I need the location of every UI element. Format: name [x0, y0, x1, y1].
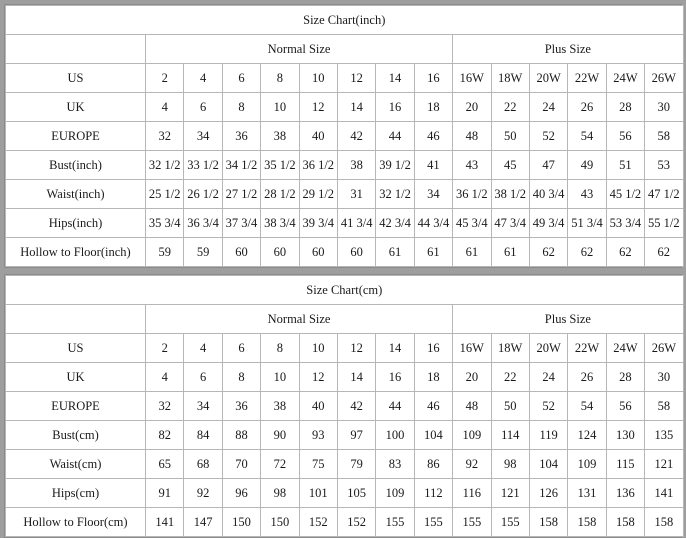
cell: 50	[491, 392, 529, 421]
cell: 39 1/2	[376, 151, 414, 180]
cell: 40 3/4	[529, 180, 567, 209]
cell: 61	[376, 238, 414, 267]
cell: 34	[184, 122, 222, 151]
cell: 114	[491, 421, 529, 450]
cell: 22W	[568, 334, 606, 363]
cell: 88	[222, 421, 260, 450]
cell: 45 1/2	[606, 180, 644, 209]
cell: 36 1/2	[299, 151, 337, 180]
cell: 155	[491, 508, 529, 537]
cell: 32 1/2	[146, 151, 184, 180]
inch-chart-title: Size Chart(inch)	[6, 6, 684, 35]
cell: 56	[606, 122, 644, 151]
cell: 12	[299, 93, 337, 122]
cell: 96	[222, 479, 260, 508]
cell: 59	[184, 238, 222, 267]
cell: 30	[645, 93, 683, 122]
group-header-row	[6, 305, 684, 334]
cell: 18W	[491, 334, 529, 363]
cell: 8	[261, 334, 299, 363]
cell: 93	[299, 421, 337, 450]
inch-size-table	[5, 5, 684, 267]
cell: 55 1/2	[645, 209, 683, 238]
table-title-row	[6, 276, 684, 305]
cell: 10	[299, 334, 337, 363]
cell: 52	[529, 122, 567, 151]
cell: 65	[146, 450, 184, 479]
cell: 35 3/4	[146, 209, 184, 238]
cell: 16W	[453, 64, 491, 93]
cell: 46	[414, 122, 452, 151]
cell: 48	[453, 392, 491, 421]
cell: 25 1/2	[146, 180, 184, 209]
cell: 43	[453, 151, 491, 180]
cell: 12	[337, 334, 375, 363]
cell: 155	[414, 508, 452, 537]
cell: 60	[299, 238, 337, 267]
table-row	[6, 450, 684, 479]
cell: 10	[261, 93, 299, 122]
cell: 62	[645, 238, 683, 267]
cell: 18	[414, 93, 452, 122]
row-label: UK	[6, 93, 146, 122]
cell: 61	[491, 238, 529, 267]
cell: 33 1/2	[184, 151, 222, 180]
cell: 32	[146, 392, 184, 421]
cell: 79	[337, 450, 375, 479]
cell: 58	[645, 122, 683, 151]
cell: 54	[568, 122, 606, 151]
cell: 44	[376, 122, 414, 151]
group-header-normal: Normal Size	[146, 35, 453, 64]
cell: 18W	[491, 64, 529, 93]
cell: 61	[414, 238, 452, 267]
cell: 60	[261, 238, 299, 267]
cell: 41	[414, 151, 452, 180]
cell: 97	[337, 421, 375, 450]
cell: 104	[414, 421, 452, 450]
cell: 6	[222, 64, 260, 93]
row-label: Hips(cm)	[6, 479, 146, 508]
cell: 126	[529, 479, 567, 508]
cell: 38	[337, 151, 375, 180]
cell: 4	[146, 363, 184, 392]
cell: 60	[222, 238, 260, 267]
cell: 26W	[645, 64, 683, 93]
cell: 22	[491, 93, 529, 122]
cell: 26W	[645, 334, 684, 363]
cell: 6	[184, 93, 222, 122]
cell: 90	[261, 421, 299, 450]
cell: 38	[261, 392, 299, 421]
table-row	[6, 122, 684, 151]
group-header-plus: Plus Size	[453, 35, 683, 64]
cell: 14	[376, 64, 414, 93]
cell: 42 3/4	[376, 209, 414, 238]
cell: 16	[414, 64, 452, 93]
cell: 56	[606, 392, 644, 421]
row-label: Bust(inch)	[6, 151, 146, 180]
cell: 86	[414, 450, 452, 479]
cell: 158	[568, 508, 606, 537]
cell: 8	[261, 64, 299, 93]
table-row	[6, 238, 684, 267]
cell: 121	[645, 450, 684, 479]
cell: 36	[222, 122, 260, 151]
cell: 41 3/4	[337, 209, 375, 238]
cell: 98	[491, 450, 529, 479]
cell: 6	[184, 363, 222, 392]
cell: 119	[529, 421, 567, 450]
cell: 2	[146, 334, 184, 363]
cell: 43	[568, 180, 606, 209]
row-label: US	[6, 64, 146, 93]
cell: 121	[491, 479, 529, 508]
cell: 158	[529, 508, 567, 537]
cell: 53	[645, 151, 683, 180]
cell: 16W	[453, 334, 491, 363]
cell: 62	[568, 238, 606, 267]
cell: 91	[146, 479, 184, 508]
row-label: Waist(cm)	[6, 450, 146, 479]
table-row	[6, 421, 684, 450]
cell: 12	[337, 64, 375, 93]
table-row	[6, 151, 684, 180]
cell: 158	[645, 508, 684, 537]
cell: 75	[299, 450, 337, 479]
cell: 70	[222, 450, 260, 479]
cell: 14	[337, 93, 375, 122]
cell: 24W	[606, 334, 644, 363]
cell: 115	[606, 450, 644, 479]
cell: 8	[222, 363, 260, 392]
cell: 28 1/2	[261, 180, 299, 209]
cell: 158	[606, 508, 644, 537]
cell: 27 1/2	[222, 180, 260, 209]
cell: 28	[606, 93, 644, 122]
group-header-normal: Normal Size	[146, 305, 453, 334]
cell: 131	[568, 479, 606, 508]
cell: 20	[453, 363, 491, 392]
cell: 54	[568, 392, 606, 421]
cell: 124	[568, 421, 606, 450]
cm-chart-title: Size Chart(cm)	[6, 276, 684, 305]
row-label: EUROPE	[6, 122, 146, 151]
cell: 28	[606, 363, 644, 392]
cell: 36 3/4	[184, 209, 222, 238]
cell: 83	[376, 450, 414, 479]
cell: 84	[184, 421, 222, 450]
cell: 10	[261, 363, 299, 392]
cell: 22	[491, 363, 529, 392]
cell: 109	[376, 479, 414, 508]
cell: 50	[491, 122, 529, 151]
cell: 14	[376, 334, 414, 363]
cell: 42	[337, 392, 375, 421]
cell: 45 3/4	[453, 209, 491, 238]
cell: 136	[606, 479, 644, 508]
row-label: US	[6, 334, 146, 363]
table-row	[6, 508, 684, 537]
cell: 82	[146, 421, 184, 450]
cell: 26	[568, 363, 606, 392]
cell: 92	[184, 479, 222, 508]
row-label: Hips(inch)	[6, 209, 146, 238]
cell: 155	[376, 508, 414, 537]
table-row	[6, 180, 684, 209]
cm-size-table	[5, 275, 684, 537]
cell: 58	[645, 392, 684, 421]
cell: 20W	[529, 334, 567, 363]
cell: 12	[299, 363, 337, 392]
row-label: Bust(cm)	[6, 421, 146, 450]
cell: 45	[491, 151, 529, 180]
cell: 48	[453, 122, 491, 151]
cell: 26	[568, 93, 606, 122]
cell: 16	[414, 334, 452, 363]
cell: 141	[645, 479, 684, 508]
table-title-row	[6, 6, 684, 35]
cell: 20	[453, 93, 491, 122]
cell: 62	[529, 238, 567, 267]
cell: 16	[376, 93, 414, 122]
cell: 31	[337, 180, 375, 209]
cell: 51	[606, 151, 644, 180]
cell: 152	[337, 508, 375, 537]
cell: 36	[222, 392, 260, 421]
cell: 47 3/4	[491, 209, 529, 238]
cell: 150	[222, 508, 260, 537]
cell: 4	[146, 93, 184, 122]
cell: 44 3/4	[414, 209, 452, 238]
cell: 24	[529, 363, 567, 392]
cell: 37 3/4	[222, 209, 260, 238]
cell: 24W	[606, 64, 644, 93]
cell: 147	[184, 508, 222, 537]
cell: 38	[261, 122, 299, 151]
cell: 32	[146, 122, 184, 151]
cell: 32 1/2	[376, 180, 414, 209]
cell: 105	[337, 479, 375, 508]
cell: 24	[529, 93, 567, 122]
table-row	[6, 363, 684, 392]
cell: 36 1/2	[453, 180, 491, 209]
cell: 98	[261, 479, 299, 508]
cell: 26 1/2	[184, 180, 222, 209]
cell: 44	[376, 392, 414, 421]
corner-cell	[6, 35, 146, 64]
cell: 104	[529, 450, 567, 479]
cell: 42	[337, 122, 375, 151]
cell: 29 1/2	[299, 180, 337, 209]
cell: 116	[453, 479, 491, 508]
cell: 47 1/2	[645, 180, 683, 209]
cell: 34	[414, 180, 452, 209]
cell: 109	[568, 450, 606, 479]
group-header-row	[6, 35, 684, 64]
table-row	[6, 334, 684, 363]
cell: 4	[184, 64, 222, 93]
cell: 112	[414, 479, 452, 508]
cell: 18	[414, 363, 452, 392]
cm-size-chart-card	[4, 274, 682, 538]
cell: 14	[337, 363, 375, 392]
cell: 101	[299, 479, 337, 508]
cell: 8	[222, 93, 260, 122]
cell: 52	[529, 392, 567, 421]
cell: 68	[184, 450, 222, 479]
cell: 141	[146, 508, 184, 537]
cell: 22W	[568, 64, 606, 93]
cell: 39 3/4	[299, 209, 337, 238]
cell: 61	[453, 238, 491, 267]
cell: 60	[337, 238, 375, 267]
table-row	[6, 64, 684, 93]
cell: 34	[184, 392, 222, 421]
cell: 2	[146, 64, 184, 93]
cell: 130	[606, 421, 644, 450]
cell: 46	[414, 392, 452, 421]
cell: 34 1/2	[222, 151, 260, 180]
cell: 49 3/4	[529, 209, 567, 238]
cell: 16	[376, 363, 414, 392]
cell: 40	[299, 122, 337, 151]
cell: 92	[453, 450, 491, 479]
cell: 51 3/4	[568, 209, 606, 238]
cell: 72	[261, 450, 299, 479]
cell: 38 3/4	[261, 209, 299, 238]
cell: 62	[606, 238, 644, 267]
row-label: UK	[6, 363, 146, 392]
cell: 6	[222, 334, 260, 363]
cell: 135	[645, 421, 684, 450]
table-row	[6, 93, 684, 122]
cell: 150	[261, 508, 299, 537]
cell: 152	[299, 508, 337, 537]
cell: 10	[299, 64, 337, 93]
table-row	[6, 392, 684, 421]
cell: 49	[568, 151, 606, 180]
cell: 30	[645, 363, 684, 392]
table-row	[6, 479, 684, 508]
cell: 20W	[529, 64, 567, 93]
corner-cell	[6, 305, 146, 334]
cell: 155	[453, 508, 491, 537]
cell: 40	[299, 392, 337, 421]
row-label: EUROPE	[6, 392, 146, 421]
cell: 59	[146, 238, 184, 267]
row-label: Hollow to Floor(cm)	[6, 508, 146, 537]
table-row	[6, 209, 684, 238]
cell: 109	[453, 421, 491, 450]
cell: 35 1/2	[261, 151, 299, 180]
cell: 100	[376, 421, 414, 450]
cell: 47	[529, 151, 567, 180]
cell: 4	[184, 334, 222, 363]
row-label: Waist(inch)	[6, 180, 146, 209]
group-header-plus: Plus Size	[453, 305, 683, 334]
inch-size-chart-card	[4, 4, 682, 268]
row-label: Hollow to Floor(inch)	[6, 238, 146, 267]
cell: 38 1/2	[491, 180, 529, 209]
cell: 53 3/4	[606, 209, 644, 238]
